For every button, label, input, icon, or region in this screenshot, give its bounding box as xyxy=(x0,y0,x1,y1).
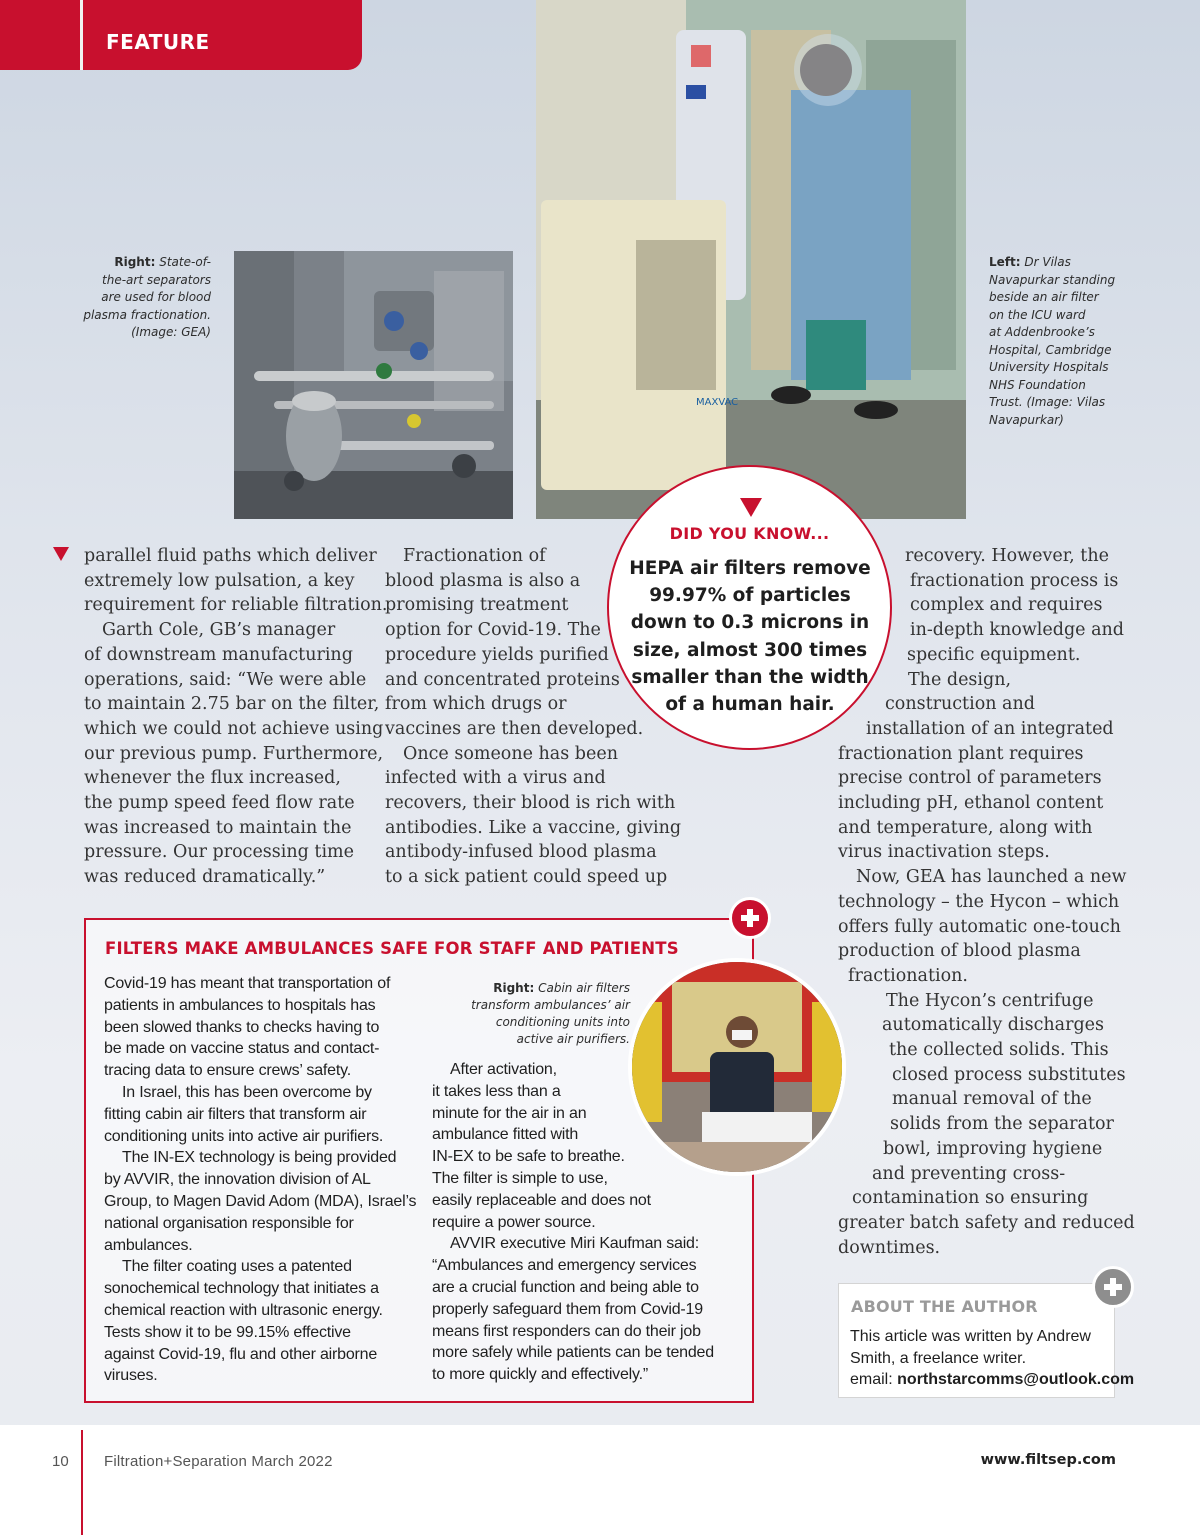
box-line: conditioning units into active air purifiers. xyxy=(104,1127,384,1145)
ambulance-photo xyxy=(628,958,846,1176)
body-line: Fractionation of xyxy=(403,546,546,566)
caption-line: active air purifiers. xyxy=(516,1032,630,1046)
did-you-know-text: HEPA air filters remove 99.97% of particles down to 0.3 microns in size, almost 300 times smaller than the width of a human hair. xyxy=(629,558,871,716)
author-email-link[interactable]: northstarcomms@outlook.com xyxy=(897,1371,1135,1388)
body-line: was increased to maintain the xyxy=(84,817,352,838)
ambulance-photo-caption xyxy=(470,980,630,1048)
caption-label: Right: xyxy=(114,255,156,269)
body-line: complex and requires xyxy=(910,595,1103,616)
plus-icon xyxy=(1092,1266,1134,1308)
footer xyxy=(0,1425,1200,1535)
body-line: our previous pump. Furthermore, xyxy=(84,743,384,764)
caption-line: at Addenbrooke’s xyxy=(989,325,1095,339)
box-line: sonochemical technology that initiates a xyxy=(104,1280,379,1298)
box-line: Tests show it to be 99.15% effective xyxy=(104,1323,351,1341)
caption-line: State-of- xyxy=(159,255,211,269)
author-line: Smith, a freelance writer. xyxy=(850,1349,1027,1367)
body-line: manual removal of the xyxy=(892,1089,1092,1110)
body-line: operations, said: “We were able xyxy=(84,669,367,690)
body-line: installation of an integrated xyxy=(866,718,1114,739)
caption-line: conditioning units into xyxy=(495,1015,630,1029)
author-line: This article was written by Andrew xyxy=(850,1328,1091,1345)
caption-line: the-art separators xyxy=(102,272,211,287)
body-line: virus inactivation steps. xyxy=(838,842,1050,863)
box-line: been slowed thanks to checks having to xyxy=(104,1018,380,1036)
ambulance-box-heading: FILTERS MAKE AMBULANCES SAFE FOR STAFF AND PATIENTS xyxy=(105,939,679,958)
body-line: requirement for reliable filtration. xyxy=(84,595,388,616)
article-column-1 xyxy=(84,544,388,890)
box-line: by AVVIR, the innovation division of AL xyxy=(104,1171,371,1189)
ambulance-box-column-1 xyxy=(104,973,417,1387)
body-line: fractionation plant requires xyxy=(838,743,1084,764)
body-line: whenever the flux increased, xyxy=(84,768,341,789)
body-line: bowl, improving hygiene xyxy=(883,1138,1103,1159)
box-line: The IN-EX technology is being provided xyxy=(122,1149,397,1167)
box-line: be made on vaccine status and contact- xyxy=(104,1040,380,1058)
box-line: fitting cabin air filters that transform air xyxy=(104,1105,367,1123)
caption-line: beside an air filter xyxy=(989,290,1099,304)
about-author-heading: ABOUT THE AUTHOR xyxy=(851,1297,1038,1316)
body-line: in-depth knowledge and xyxy=(910,620,1124,641)
body-line: offers fully automatic one-touch xyxy=(838,916,1121,937)
body-line: production of blood plasma xyxy=(838,941,1081,962)
box-line: to more quickly and effectively.” xyxy=(432,1366,649,1384)
body-line: of downstream manufacturing xyxy=(84,644,353,665)
body-line: fractionation. xyxy=(848,965,968,986)
footer-divider xyxy=(81,1430,83,1535)
caption-line: Trust. (Image: Vilas xyxy=(989,395,1106,409)
body-line: fractionation process is xyxy=(910,570,1119,591)
caption-line: University Hospitals xyxy=(989,360,1109,374)
air-filter-brand: MAXVAC xyxy=(696,397,739,408)
body-line: to a sick patient could speed up xyxy=(385,867,668,888)
box-line: against Covid-19, flu and other airborne xyxy=(104,1345,378,1363)
tab-divider xyxy=(80,0,83,70)
body-line: greater batch safety and reduced xyxy=(838,1212,1135,1233)
body-line: Once someone has been xyxy=(403,743,618,764)
box-line: chemical reaction with ultrasonic energy. xyxy=(104,1301,383,1319)
box-line: properly safeguard them from Covid-19 xyxy=(432,1300,703,1318)
box-line: tracing data to ensure crews’ safety. xyxy=(104,1062,351,1080)
body-line: automatically discharges xyxy=(882,1015,1104,1036)
caption-line: (Image: GEA) xyxy=(131,325,211,339)
body-line: option for Covid-19. The xyxy=(385,620,601,641)
photo-caption-right xyxy=(70,254,211,342)
box-line: Group, to Magen David Adom (MDA), Israel’s xyxy=(104,1192,417,1210)
separators-photo xyxy=(234,251,513,519)
body-line: Garth Cole, GB’s manager xyxy=(102,620,336,641)
website-link[interactable]: www.filtsep.com xyxy=(980,1452,1116,1468)
body-line: blood plasma is also a xyxy=(385,570,581,591)
body-line: antibody-infused blood plasma xyxy=(385,842,657,863)
box-line: After activation, xyxy=(450,1061,557,1078)
body-line: which we could not achieve using xyxy=(84,718,384,739)
section-label: FEATURE xyxy=(106,30,210,54)
caption-line: NHS Foundation xyxy=(989,377,1086,392)
box-line: The filter coating uses a patented xyxy=(122,1258,352,1276)
caption-line: plasma fractionation. xyxy=(83,307,211,322)
body-line: pressure. Our processing time xyxy=(84,842,354,863)
box-line: it takes less than a xyxy=(432,1082,561,1100)
box-line: easily replaceable and does not xyxy=(432,1191,651,1209)
caption-line: Cabin air filters xyxy=(538,981,630,995)
box-line: IN-EX to be safe to breathe. xyxy=(432,1148,625,1166)
body-line: Now, GEA has launched a new xyxy=(856,867,1127,888)
caption-line: Navapurkar standing xyxy=(989,272,1116,287)
body-line: and temperature, along with xyxy=(838,817,1093,838)
body-line: from which drugs or xyxy=(385,694,567,715)
body-line: procedure yields purified xyxy=(385,644,609,665)
body-line: contamination so ensuring xyxy=(852,1188,1089,1209)
caption-label: Left: xyxy=(989,255,1021,269)
box-line: ambulances. xyxy=(104,1236,193,1254)
about-author-text xyxy=(850,1326,1135,1391)
section-tab xyxy=(0,0,362,70)
caption-line: transform ambulances’ air xyxy=(471,998,630,1012)
body-line: the pump speed feed flow rate xyxy=(84,793,355,814)
box-line: minute for the air in an xyxy=(432,1104,587,1122)
body-line: recovery. However, the xyxy=(905,546,1109,566)
box-line: viruses. xyxy=(104,1367,158,1385)
body-line: construction and xyxy=(885,694,1035,715)
box-line: In Israel, this has been overcome by xyxy=(122,1083,372,1101)
body-line: extremely low pulsation, a key xyxy=(84,570,355,591)
continuation-triangle-icon xyxy=(53,547,69,561)
page-number: 10 xyxy=(52,1453,69,1470)
did-you-know-heading: DID YOU KNOW... xyxy=(669,524,830,543)
caption-line: Dr Vilas xyxy=(1024,255,1071,269)
body-line: promising treatment xyxy=(385,595,569,616)
body-line: and preventing cross- xyxy=(872,1163,1066,1184)
box-line: more safely while patients can be tended xyxy=(432,1344,714,1362)
caption-line: Navapurkar) xyxy=(989,412,1064,427)
caption-line: Hospital, Cambridge xyxy=(989,342,1112,357)
caption-line: are used for blood xyxy=(101,290,211,304)
body-line: technology – the Hycon – which xyxy=(838,891,1120,912)
box-line: AVVIR executive Miri Kaufman said: xyxy=(450,1235,700,1253)
body-line: downtimes. xyxy=(838,1237,941,1258)
photo-caption-left xyxy=(989,254,1119,429)
box-line: patients in ambulances to hospitals has xyxy=(104,996,376,1014)
caption-line: on the ICU ward xyxy=(989,307,1086,322)
body-line: solids from the separator xyxy=(890,1114,1114,1135)
box-line: Covid-19 has meant that transportation of xyxy=(104,975,391,992)
body-line: specific equipment. xyxy=(907,644,1081,665)
body-line: infected with a virus and xyxy=(385,768,606,789)
body-line: recovers, their blood is rich with xyxy=(385,793,676,814)
body-line: The design, xyxy=(908,669,1012,690)
body-line: and concentrated proteins xyxy=(385,669,620,690)
box-line: ambulance fitted with xyxy=(432,1126,579,1144)
body-line: vaccines are then developed. xyxy=(385,718,644,739)
caption-label: Right: xyxy=(493,981,535,995)
callout-triangle-icon xyxy=(740,498,762,517)
publication-name: Filtration+Separation March 2022 xyxy=(104,1453,333,1470)
body-line: The Hycon’s centrifuge xyxy=(886,990,1094,1011)
email-label: email: xyxy=(850,1371,893,1388)
body-line: to maintain 2.75 bar on the filter, xyxy=(84,694,380,715)
box-line: national organisation responsible for xyxy=(104,1214,354,1232)
body-line: antibodies. Like a vaccine, giving xyxy=(385,817,682,838)
body-line: including pH, ethanol content xyxy=(838,793,1104,814)
plus-icon xyxy=(729,897,771,939)
box-line: “Ambulances and emergency services xyxy=(432,1257,697,1275)
body-line: closed process substitutes xyxy=(892,1064,1126,1085)
icu-photo xyxy=(536,0,966,519)
box-line: require a power source. xyxy=(432,1213,596,1231)
body-line: precise control of parameters xyxy=(838,768,1102,789)
body-line: parallel fluid paths which deliver xyxy=(84,546,377,566)
body-line: the collected solids. This xyxy=(889,1040,1109,1061)
box-line: The filter is simple to use, xyxy=(432,1169,608,1187)
box-line: are a crucial function and being able to xyxy=(432,1278,699,1296)
box-line: means first responders can do their job xyxy=(432,1322,701,1340)
body-line: was reduced dramatically.” xyxy=(84,867,326,888)
